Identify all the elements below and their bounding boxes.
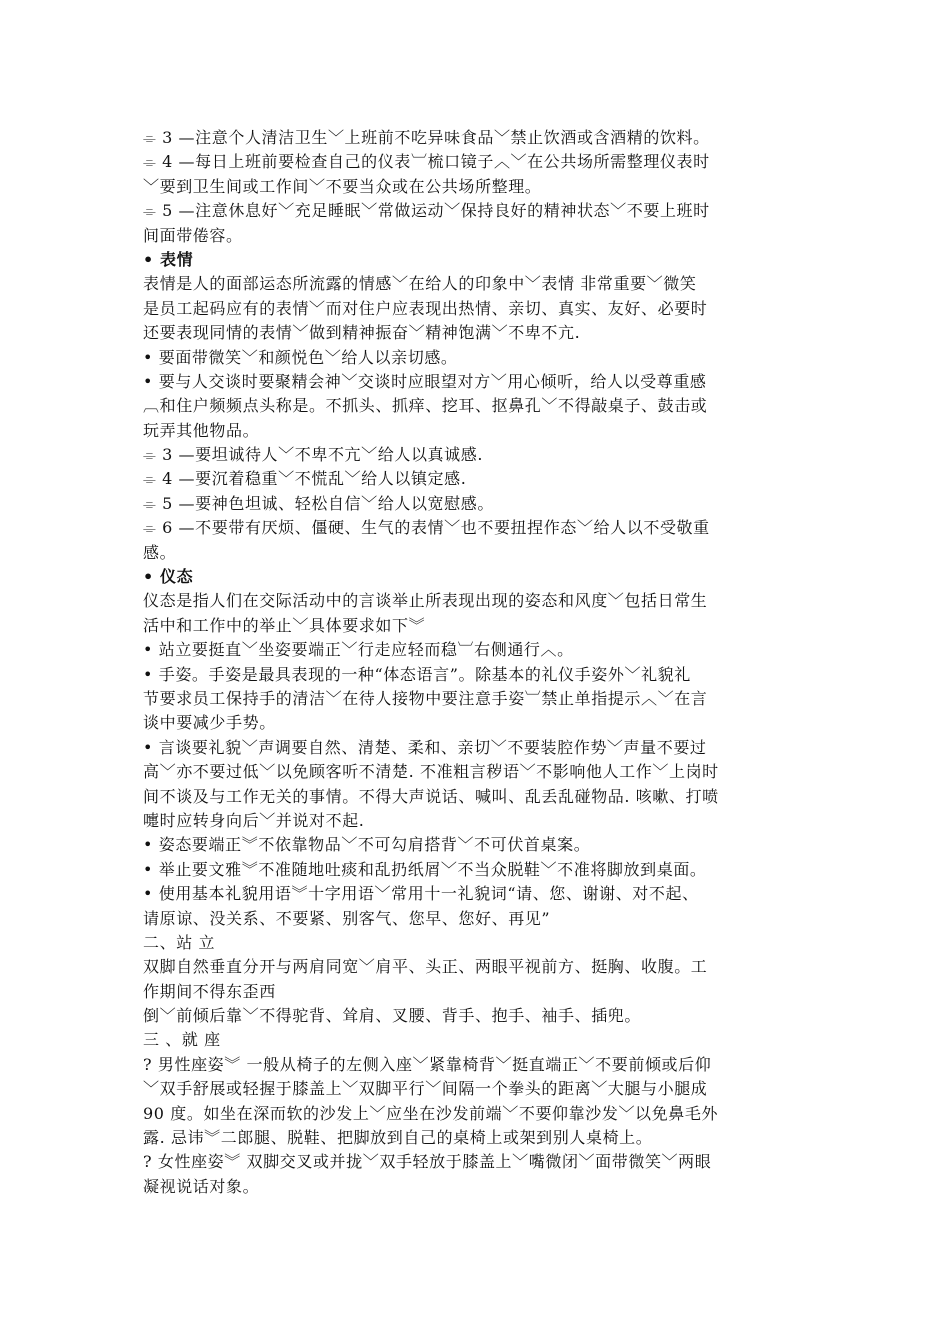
text-line: 高﹀亦不要过低﹀以免顾客听不清楚. 不准粗言秽语﹀不影响他人工作﹀上岗时 xyxy=(143,762,719,782)
text-line: 仪态是指人们在交际活动中的言谈举止所表现出现的姿态和风度﹀包括日常生 xyxy=(143,591,708,611)
text-line: ﹀要到卫生间或工作间﹀不要当众或在公共场所整理。 xyxy=(143,176,542,196)
text-line: ⌯ 5 —注意休息好﹀充足睡眠﹀常做运动﹀保持良好的精神状态﹀不要上班时 xyxy=(143,201,710,221)
text-line: 玩弄其他物品。 xyxy=(143,420,260,440)
text-line: • 要与人交谈时要聚精会神﹀交谈时应眼望对方﹀用心倾听，给人以受尊重感 xyxy=(143,371,707,391)
text-line: 露. 忌讳︾二郎腿、脱鞋、把脚放到自己的桌椅上或架到别人桌椅上。 xyxy=(143,1128,653,1148)
text-line: ⌯ 4 —要沉着稳重﹀不慌乱﹀给人以镇定感. xyxy=(143,469,467,489)
text-line: • 要面带微笑﹀和颜悦色﹀给人以亲切感。 xyxy=(143,347,458,367)
text-line: • 使用基本礼貌用语︾十字用语﹀常用十一礼貌词“请、您、谢谢、对不起、 xyxy=(143,884,699,904)
text-line: ⌯ 3 —要坦诚待人﹀不卑不亢﹀给人以真诚感. xyxy=(143,445,484,465)
text-line: 间面带倦容。 xyxy=(143,225,243,245)
text-line: ︹和住户频频点头称是。不抓头、抓痒、挖耳、抠鼻孔﹀不得敲桌子、鼓击或 xyxy=(143,396,708,416)
text-line: ? 男性座姿︾ 一般从椅子的左侧入座﹀紧靠椅背﹀挺直端正﹀不要前倾或后仰 xyxy=(143,1054,712,1074)
text-line: 谈中要减少手势。 xyxy=(143,713,276,733)
section-heading: • 表情 xyxy=(143,249,194,269)
text-line: ⌯ 4 —每日上班前要检查自己的仪表︺梳口镜子︿﹀在公共场所需整理仪表时 xyxy=(143,152,710,172)
text-line: 90 度。如坐在深而软的沙发上﹀应坐在沙发前端﹀不要仰靠沙发﹀以免鼻毛外 xyxy=(143,1103,719,1123)
text-line: 感。 xyxy=(143,542,177,562)
text-line: 表情是人的面部运态所流露的情感﹀在给人的印象中﹀表情 非常重要﹀微笑 xyxy=(143,274,697,294)
text-line: ⌯ 6 —不要带有厌烦、僵硬、生气的表情﹀也不要扭捏作态﹀给人以不受敬重 xyxy=(143,518,710,538)
text-line: 请原谅、没关系、不要紧、别客气、您早、您好、再见” xyxy=(143,908,551,928)
text-line: ? 女性座姿︾ 双脚交叉或并拢﹀双手轻放于膝盖上﹀嘴微闭﹀面带微笑﹀两眼 xyxy=(143,1152,712,1172)
text-line: • 站立要挺直﹀坐姿要端正﹀行走应轻而稳︺右侧通行︿。 xyxy=(143,640,574,660)
text-line: 二、站 立 xyxy=(143,932,216,952)
text-line: 节要求员工保持手的清洁﹀在待人接物中要注意手姿︺禁止单指提示︿﹀在言 xyxy=(143,688,708,708)
text-line: • 姿态要端正︾不依靠物品﹀不可勾肩搭背﹀不可伏首桌案。 xyxy=(143,835,591,855)
text-line: • 手姿。手姿是最具表现的一种“体态语言”。除基本的礼仪手姿外﹀礼貌礼 xyxy=(143,664,691,684)
text-line: 作期间不得东歪西 xyxy=(143,981,276,1001)
text-line: ⌯ 3 —注意个人清洁卫生﹀上班前不吃异味食品﹀禁止饮酒或含酒精的饮料。 xyxy=(143,128,710,147)
section-heading: • 仪态 xyxy=(143,567,194,587)
text-line: • 言谈要礼貌﹀声调要自然、清楚、柔和、亲切﹀不要装腔作势﹀声量不要过 xyxy=(143,737,707,757)
text-line: 三 、就 座 xyxy=(143,1030,221,1050)
text-line: 嚏时应转身向后﹀并说对不起. xyxy=(143,810,365,830)
text-line: • 举止要文雅︾不准随地吐痰和乱扔纸屑﹀不当众脱鞋﹀不准将脚放到桌面。 xyxy=(143,859,707,879)
text-line: 还要表现同情的表情﹀做到精神振奋﹀精神饱满﹀不卑不亢. xyxy=(143,323,581,343)
text-line: 是员工起码应有的表情﹀而对住户应表现出热情、亲切、真实、友好、必要时 xyxy=(143,298,708,318)
text-line: 间不谈及与工作无关的事情。不得大声说话、喊叫、乱丢乱碰物品. 咳嗽、打喷 xyxy=(143,786,719,806)
text-line: 倒﹀前倾后靠﹀不得驼背、耸肩、叉腰、背手、抱手、袖手、插兜。 xyxy=(143,1006,642,1026)
text-line: ﹀双手舒展或轻握于膝盖上﹀双脚平行﹀间隔一个拳头的距离﹀大腿与小腿成 xyxy=(143,1079,708,1099)
text-line: 活中和工作中的举止﹀具体要求如下︾ xyxy=(143,615,426,635)
text-line: 双脚自然垂直分开与两肩同宽﹀肩平、头正、两眼平视前方、挺胸、收腹。工 xyxy=(143,957,708,977)
text-line: 凝视说话对象。 xyxy=(143,1176,260,1196)
document-body xyxy=(143,126,808,1199)
text-line: ⌯ 5 —要神色坦诚、轻松自信﹀给人以宽慰感。 xyxy=(143,493,494,513)
